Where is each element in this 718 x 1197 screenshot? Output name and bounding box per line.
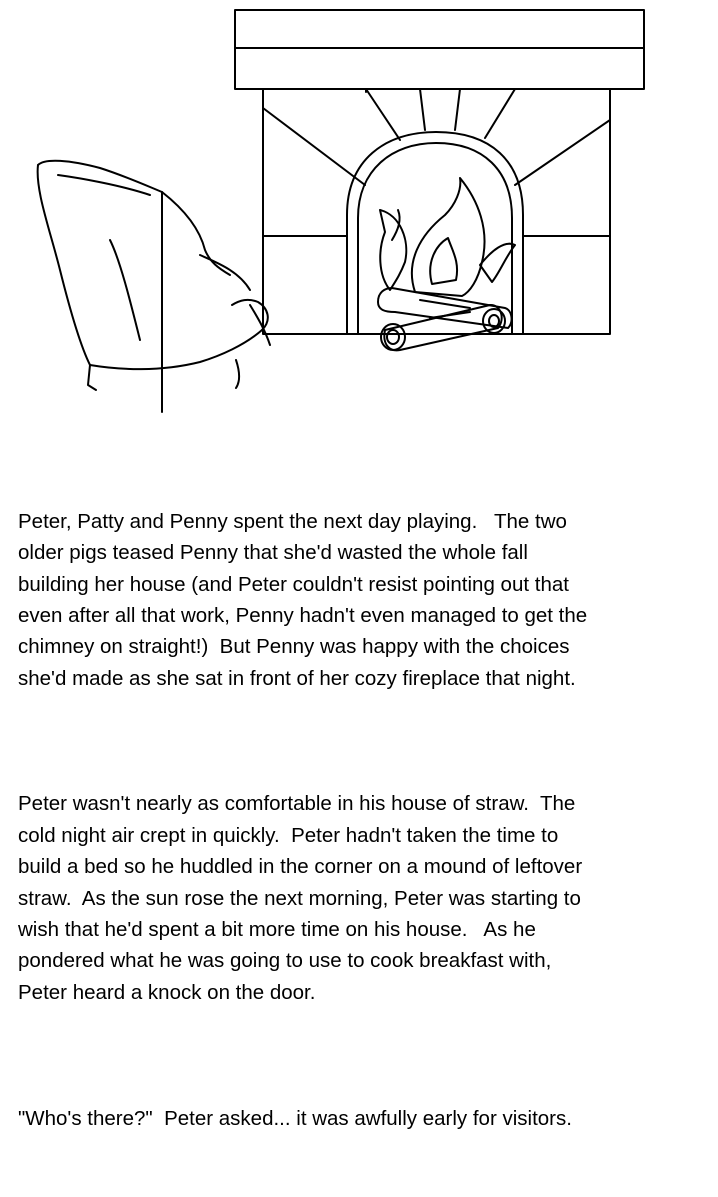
story-paragraph: "Who's there?" Peter asked... it was awfully early for visitors. — [18, 1106, 572, 1130]
logs-icon — [378, 288, 512, 350]
story-paragraph: Peter, Patty and Penny spent the next day playing. The two older pigs teased Penny that she'd wasted the whole fall building her house (and Peter couldn't resist pointing out that even after all that work, Penny hadn't even managed to get the chimney on straight!) But Penny was happy with the choices she'd made as she sat in front of her cozy fireplace that night. — [18, 509, 588, 690]
fire-icon — [380, 178, 515, 296]
fireplace-icon — [235, 10, 644, 334]
armchair-icon — [38, 161, 270, 412]
story-paragraph: Peter wasn't nearly as comfortable in his house of straw. The cold night air crept in quickly. Peter hadn't taken the time to build a bed so he huddled in the corner on a mound of leftover straw. As the sun rose the next morning, Peter was starting to wish that he'd spent a bit more time on his house. As he pondered what he was going to use to cook breakfast with, Peter heard a knock on the door. — [18, 792, 583, 1004]
story-text — [18, 443, 708, 1197]
illustration — [0, 0, 718, 420]
